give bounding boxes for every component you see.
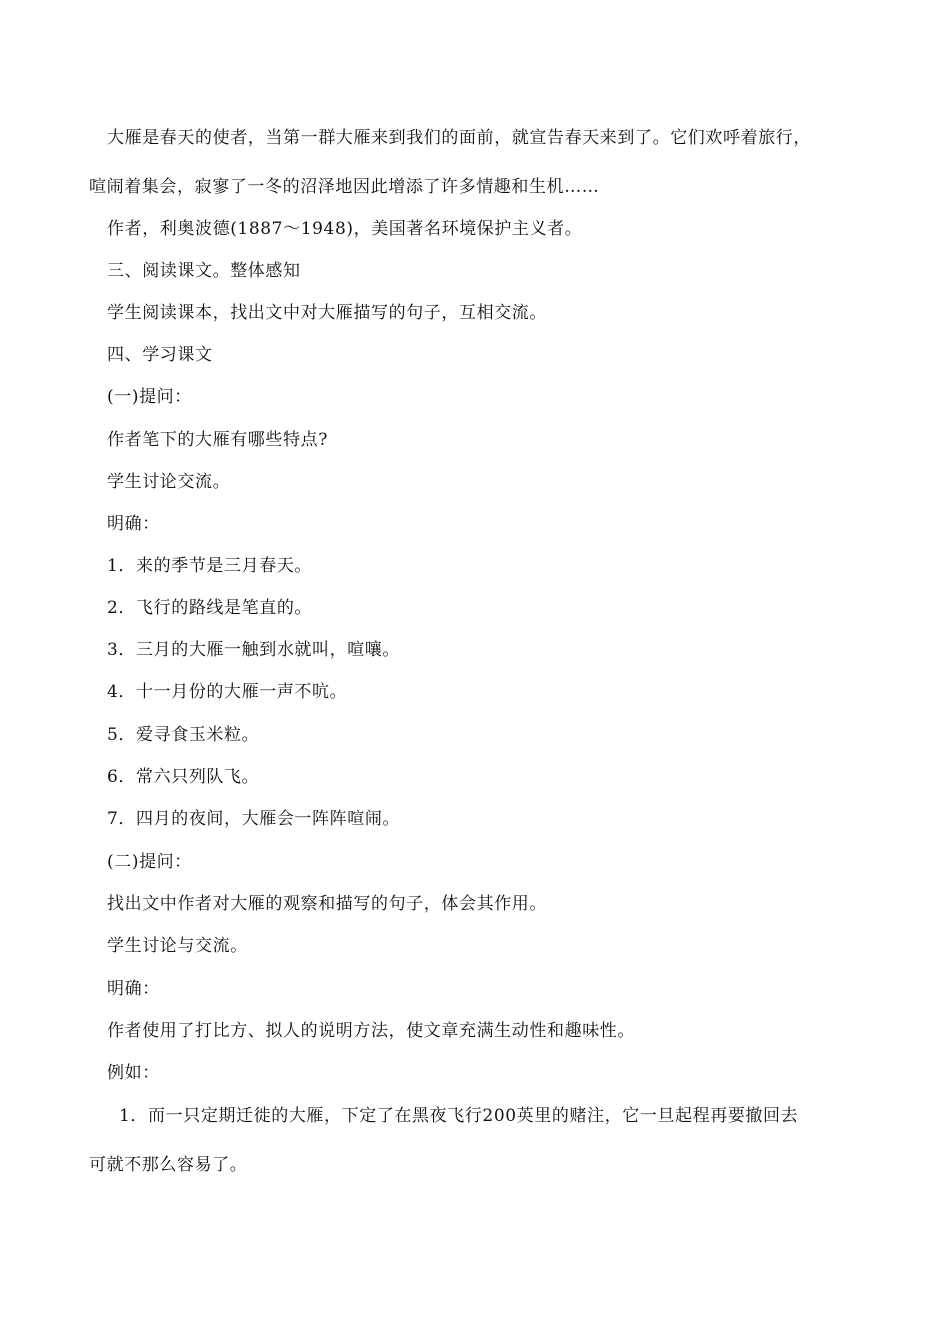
example-label: 例如： [107,1063,160,1083]
answer-label: 明确： [107,514,160,534]
paragraph-intro-line-2: 喧闹着集会，寂寥了一冬的沼泽地因此增添了许多情趣和生机…… [89,177,600,197]
section-heading-3: 三、阅读课文。整体感知 [107,261,301,281]
author-note: 作者，利奥波德(1887～1948)，美国著名环境保护主义者。 [107,219,583,239]
text-line: 作者使用了打比方、拟人的说明方法，使文章充满生动性和趣味性。 [107,1021,635,1041]
question-heading-2: (二)提问： [107,852,192,872]
text-line: 学生讨论与交流。 [107,936,248,956]
question-heading-1: (一)提问： [107,387,192,407]
list-item: 1．来的季节是三月春天。 [107,556,313,576]
text-line: 学生讨论交流。 [107,472,231,492]
list-item: 2．飞行的路线是笔直的。 [107,598,313,618]
list-item: 7．四月的夜间，大雁会一阵阵喧闹。 [107,809,401,829]
example-line-2: 可就不那么容易了。 [89,1155,248,1175]
question-text: 找出文中作者对大雁的观察和描写的句子，体会其作用。 [107,894,547,914]
paragraph-intro-line-1: 大雁是春天的使者，当第一群大雁来到我们的面前，就宣告春天来到了。它们欢呼着旅行， [107,128,811,148]
answer-label: 明确： [107,979,160,999]
text-line: 学生阅读课本，找出文中对大雁描写的句子，互相交流。 [107,303,547,323]
list-item: 6．常六只列队飞。 [107,767,260,787]
list-item: 4．十一月份的大雁一声不吭。 [107,682,348,702]
question-text: 作者笔下的大雁有哪些特点? [107,430,328,450]
example-line-1: 1．而一只定期迁徙的大雁，下定了在黑夜飞行200英里的赌注，它一旦起程再要撤回去 [119,1106,799,1126]
list-item: 5．爱寻食玉米粒。 [107,725,260,745]
list-item: 3．三月的大雁一触到水就叫，喧嚷。 [107,640,401,660]
section-heading-4: 四、学习课文 [107,345,213,365]
